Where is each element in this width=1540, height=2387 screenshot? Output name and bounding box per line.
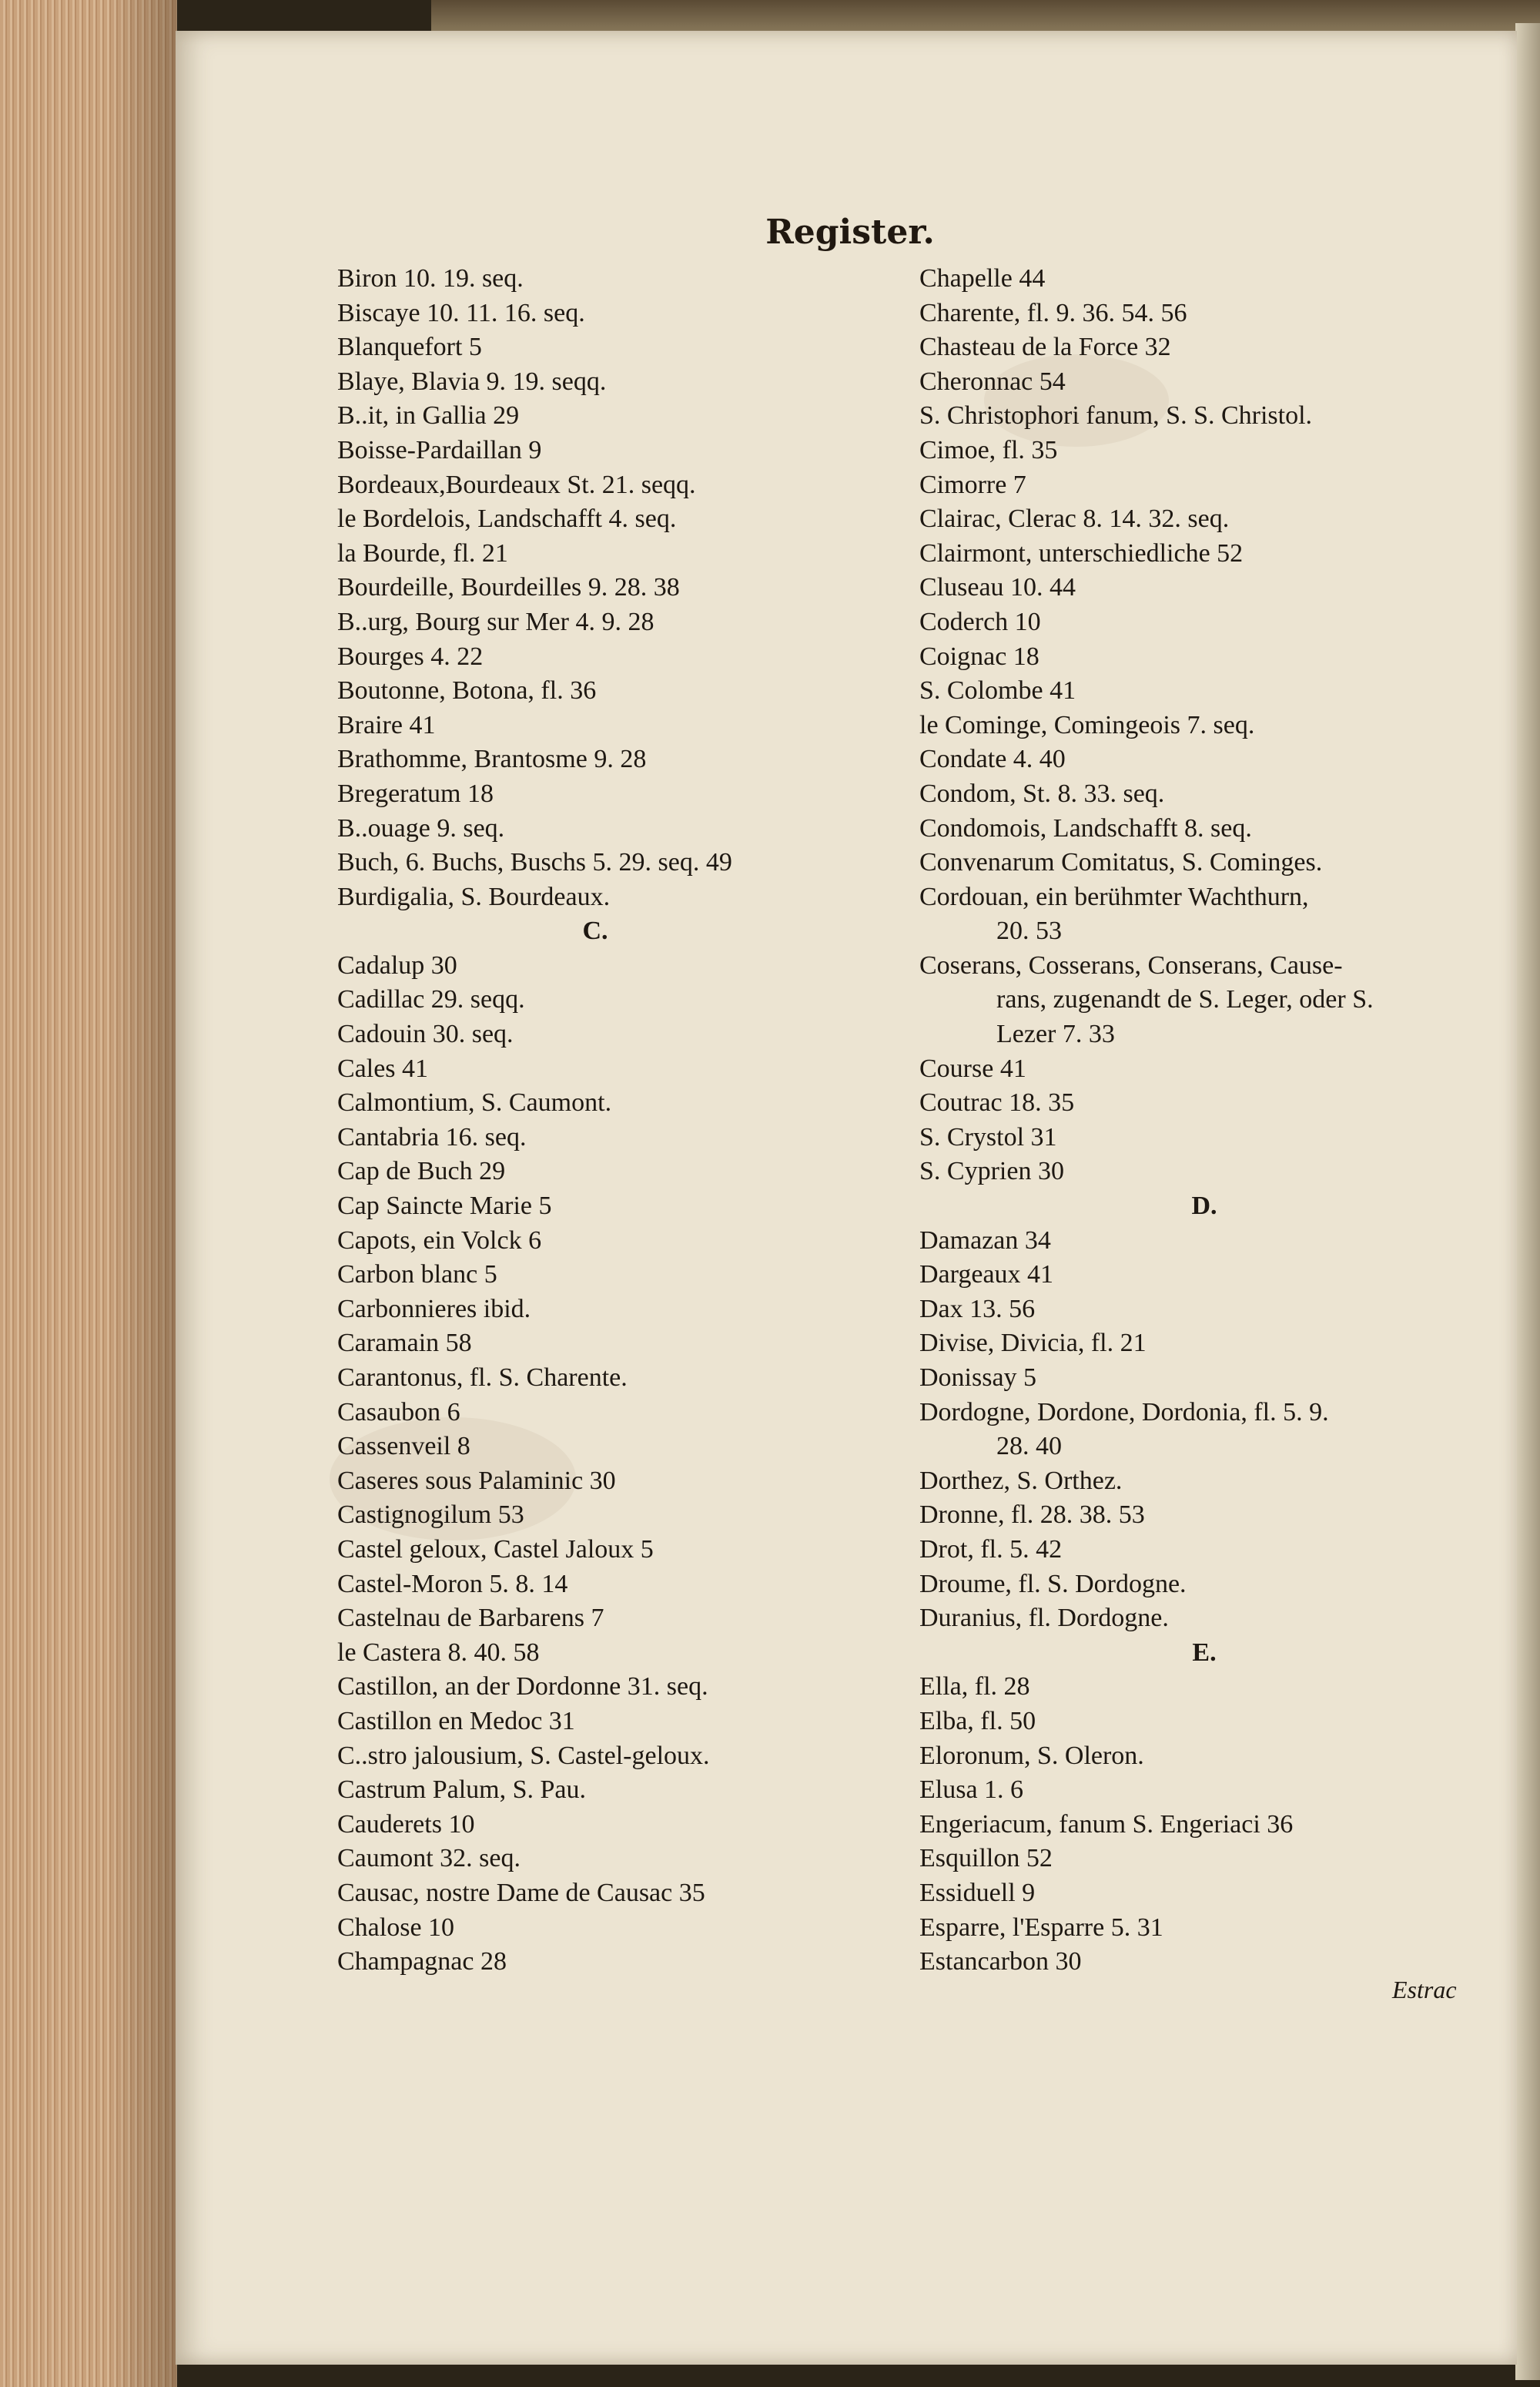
index-entry: Cimorre 7 bbox=[919, 470, 1026, 499]
index-entry: Drot, fl. 5. 42 bbox=[919, 1534, 1063, 1564]
index-entry: Chasteau de la Force 32 bbox=[919, 333, 1171, 362]
index-column-left bbox=[337, 262, 876, 1980]
index-entry: Elusa 1. 6 bbox=[919, 1775, 1024, 1805]
index-entry: Donissay 5 bbox=[919, 1363, 1037, 1392]
index-entry: Causac, nostre Dame de Causac 35 bbox=[337, 1878, 705, 1907]
index-entry: Caseres sous Palaminic 30 bbox=[337, 1466, 616, 1495]
index-entry: Blaye, Blavia 9. 19. seqq. bbox=[337, 367, 607, 396]
page-gutter-shadow bbox=[108, 0, 177, 2387]
book-page bbox=[176, 31, 1517, 2365]
index-entry: Eloronum, S. Oleron. bbox=[919, 1741, 1144, 1770]
index-entry: Castignogilum 53 bbox=[337, 1500, 524, 1530]
index-entry: Brathomme, Brantosme 9. 28 bbox=[337, 745, 647, 774]
book-right-edge bbox=[1515, 23, 1540, 2380]
index-entry: B..it, in Gallia 29 bbox=[337, 401, 520, 431]
index-entry: Coignac 18 bbox=[919, 642, 1040, 671]
index-entry: Casaubon 6 bbox=[337, 1397, 460, 1427]
index-entry: Dronne, fl. 28. 38. 53 bbox=[919, 1500, 1145, 1530]
index-entry: Carantonus, fl. S. Charente. bbox=[337, 1363, 628, 1392]
index-entry: Damazan 34 bbox=[919, 1225, 1051, 1255]
index-entry: Cassenveil 8 bbox=[337, 1432, 470, 1461]
index-entry: Cadouin 30. seq. bbox=[337, 1020, 514, 1049]
index-entry: Divise, Divicia, fl. 21 bbox=[919, 1329, 1147, 1358]
index-entry: Castel geloux, Castel Jaloux 5 bbox=[337, 1534, 654, 1564]
index-entry: Carbon blanc 5 bbox=[337, 1260, 497, 1289]
index-entry: Buch, 6. Buchs, Buschs 5. 29. seq. 49 bbox=[337, 848, 732, 877]
index-entry: Droume, fl. S. Dordogne. bbox=[919, 1569, 1187, 1598]
index-entry: Bourges 4. 22 bbox=[337, 642, 484, 671]
section-letter: C. bbox=[582, 917, 608, 946]
index-entry-continuation: 20. 53 bbox=[996, 917, 1062, 946]
index-entry: B..ouage 9. seq. bbox=[337, 813, 505, 843]
index-entry: Elba, fl. 50 bbox=[919, 1706, 1036, 1735]
index-entry: Convenarum Comitatus, S. Cominges. bbox=[919, 848, 1323, 877]
index-entry: S. Crystol 31 bbox=[919, 1122, 1057, 1152]
index-entry: Biron 10. 19. seq. bbox=[337, 264, 524, 293]
index-entry: Cimoe, fl. 35 bbox=[919, 435, 1058, 464]
index-entry: Engeriacum, fanum S. Engeriaci 36 bbox=[919, 1809, 1294, 1839]
index-entry: Burdigalia, S. Bourdeaux. bbox=[337, 882, 611, 911]
index-entry: Duranius, fl. Dordogne. bbox=[919, 1604, 1169, 1633]
index-entry: Caumont 32. seq. bbox=[337, 1844, 521, 1873]
index-entry: S. Colombe 41 bbox=[919, 676, 1076, 706]
index-entry: Coderch 10 bbox=[919, 607, 1041, 636]
index-entry: Chapelle 44 bbox=[919, 264, 1046, 293]
index-entry: Castillon en Medoc 31 bbox=[337, 1706, 575, 1735]
index-entry: Champagnac 28 bbox=[337, 1947, 507, 1976]
index-entry-continuation: Lezer 7. 33 bbox=[996, 1020, 1115, 1049]
index-entry: S. Christophori fanum, S. S. Christol. bbox=[919, 401, 1313, 431]
index-entry: le Bordelois, Landschafft 4. seq. bbox=[337, 505, 677, 534]
index-entry: Dorthez, S. Orthez. bbox=[919, 1466, 1123, 1495]
index-entry-continuation: rans, zugenandt de S. Leger, oder S. bbox=[996, 985, 1374, 1014]
index-entry: Coserans, Cosserans, Conserans, Cause- bbox=[919, 950, 1343, 980]
index-entry: Cauderets 10 bbox=[337, 1809, 475, 1839]
index-entry: Cap de Buch 29 bbox=[337, 1157, 506, 1186]
section-letter: D. bbox=[1191, 1192, 1217, 1221]
index-entry: Cheronnac 54 bbox=[919, 367, 1066, 396]
index-entry: Esquillon 52 bbox=[919, 1844, 1053, 1873]
index-entry: Clairac, Clerac 8. 14. 32. seq. bbox=[919, 505, 1230, 534]
index-entry: Castel-Moron 5. 8. 14 bbox=[337, 1569, 568, 1598]
index-column-right bbox=[919, 262, 1512, 1980]
section-letter: E. bbox=[1192, 1638, 1217, 1667]
catchword: Estrac bbox=[1392, 1976, 1457, 2003]
index-entry: Castillon, an der Dordonne 31. seq. bbox=[337, 1672, 708, 1701]
index-entry: la Bourde, fl. 21 bbox=[337, 538, 508, 568]
index-entry: C..stro jalousium, S. Castel-geloux. bbox=[337, 1741, 710, 1770]
index-entry: Chalose 10 bbox=[337, 1913, 455, 1942]
index-entry: Castrum Palum, S. Pau. bbox=[337, 1775, 587, 1805]
index-entry: Condomois, Landschafft 8. seq. bbox=[919, 813, 1252, 843]
index-entry: Dax 13. 56 bbox=[919, 1294, 1036, 1323]
index-entry: Blanquefort 5 bbox=[337, 333, 482, 362]
index-entry: Calmontium, S. Caumont. bbox=[337, 1088, 612, 1118]
index-entry: S. Cyprien 30 bbox=[919, 1157, 1064, 1186]
index-entry: Cadillac 29. seqq. bbox=[337, 985, 525, 1014]
index-entry: le Cominge, Comingeois 7. seq. bbox=[919, 710, 1255, 739]
index-entry: Braire 41 bbox=[337, 710, 436, 739]
index-entry: Cales 41 bbox=[337, 1054, 429, 1083]
index-entry: Bourdeille, Bourdeilles 9. 28. 38 bbox=[337, 573, 680, 602]
index-entry: Estancarbon 30 bbox=[919, 1947, 1082, 1976]
index-entry: Condate 4. 40 bbox=[919, 745, 1066, 774]
index-entry: Cadalup 30 bbox=[337, 950, 457, 980]
index-entry: Capots, ein Volck 6 bbox=[337, 1225, 542, 1255]
index-entry: Course 41 bbox=[919, 1054, 1026, 1083]
index-entry: Charente, fl. 9. 36. 54. 56 bbox=[919, 298, 1187, 327]
index-entry-continuation: 28. 40 bbox=[996, 1432, 1062, 1461]
index-entry: Carbonnieres ibid. bbox=[337, 1294, 531, 1323]
index-entry: Esparre, l'Esparre 5. 31 bbox=[919, 1913, 1163, 1942]
index-entry: Castelnau de Barbarens 7 bbox=[337, 1604, 604, 1633]
index-entry: Cantabria 16. seq. bbox=[337, 1122, 527, 1152]
book-cover-top bbox=[431, 0, 1540, 34]
index-entry: Bordeaux,Bourdeaux St. 21. seqq. bbox=[337, 470, 696, 499]
index-entry: Cordouan, ein berühmter Wachthurn, bbox=[919, 882, 1309, 911]
index-entry: Bregeratum 18 bbox=[337, 779, 494, 808]
page-header: Register. bbox=[765, 213, 935, 252]
index-entry: Essiduell 9 bbox=[919, 1878, 1036, 1907]
index-entry: Cluseau 10. 44 bbox=[919, 573, 1076, 602]
index-entry: Clairmont, unterschiedliche 52 bbox=[919, 538, 1244, 568]
index-entry: Dordogne, Dordone, Dordonia, fl. 5. 9. bbox=[919, 1397, 1329, 1427]
index-entry: Condom, St. 8. 33. seq. bbox=[919, 779, 1165, 808]
index-entry: Boisse-Pardaillan 9 bbox=[337, 435, 542, 464]
index-entry: le Castera 8. 40. 58 bbox=[337, 1638, 540, 1667]
index-entry: Coutrac 18. 35 bbox=[919, 1088, 1075, 1118]
index-entry: Biscaye 10. 11. 16. seq. bbox=[337, 298, 585, 327]
index-entry: B..urg, Bourg sur Mer 4. 9. 28 bbox=[337, 607, 654, 636]
index-entry: Ella, fl. 28 bbox=[919, 1672, 1030, 1701]
index-entry: Caramain 58 bbox=[337, 1329, 472, 1358]
index-entry: Boutonne, Botona, fl. 36 bbox=[337, 676, 597, 706]
index-entry: Dargeaux 41 bbox=[919, 1260, 1054, 1289]
index-entry: Cap Saincte Marie 5 bbox=[337, 1192, 552, 1221]
